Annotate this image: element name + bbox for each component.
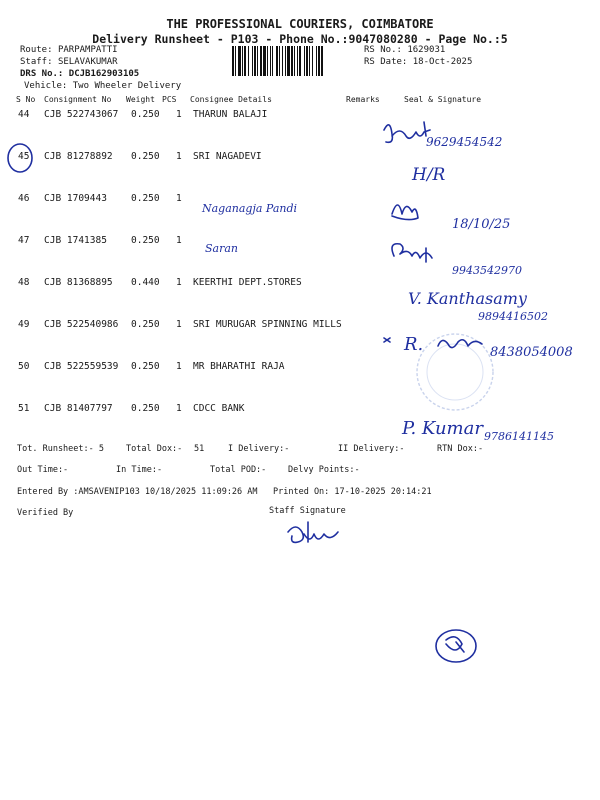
barcode-bar: [306, 46, 308, 76]
barcode-bar: [276, 46, 278, 76]
row44-phone: 9629454542: [426, 135, 503, 149]
row49-signature: [438, 340, 482, 348]
barcode-bar: [232, 46, 234, 76]
col-sno: S No: [16, 95, 36, 104]
rtn-dox: RTN Dox:-: [437, 444, 484, 454]
barcode-bar: [260, 46, 262, 76]
row-consignment: CJB 522540986: [44, 319, 119, 330]
rs-number: RS No.: 1629031: [364, 45, 446, 55]
table-row: [0, 109, 600, 129]
barcode-bar: [270, 46, 271, 76]
drs-line: [20, 69, 139, 79]
drs-label: DRS No.:: [20, 69, 64, 79]
barcode-bar: [291, 46, 293, 76]
barcode-bar: [312, 46, 313, 76]
row-consignee: SRI NAGADEVI: [193, 151, 262, 162]
table-header: [0, 95, 600, 107]
col-pcs: PCS: [162, 95, 177, 104]
row-weight: 0.250: [131, 403, 160, 414]
barcode-bar: [285, 46, 286, 76]
verified-by: Verified By: [17, 508, 74, 518]
table-row: [0, 361, 600, 381]
row-weight: 0.250: [131, 193, 160, 204]
row-pcs: 1: [176, 403, 182, 414]
in-time: In Time:-: [116, 465, 163, 475]
barcode-bar: [287, 46, 290, 76]
barcode-bar: [272, 46, 273, 76]
row-weight: 0.250: [131, 235, 160, 246]
row-pcs: 1: [176, 361, 182, 372]
row48-signature-name: V. Kanthasamy: [408, 289, 527, 308]
row-consignee: KEERTHI DEPT.STORES: [193, 277, 302, 288]
col-seal-signature: Seal & Signature: [404, 95, 482, 104]
barcode-image: [232, 46, 360, 76]
barcode-bar: [282, 46, 283, 76]
row-pcs: 1: [176, 193, 182, 204]
route-value: PARPAMPATTI: [57, 45, 118, 55]
barcode-bar: [279, 46, 280, 76]
route-line: [20, 45, 118, 55]
row49-signature-name: R.: [404, 334, 424, 355]
row51-phone: 9786141145: [484, 430, 554, 443]
row-weight: 0.440: [131, 277, 160, 288]
row-pcs: 1: [176, 319, 182, 330]
row-weight: 0.250: [131, 361, 160, 372]
row51-signature-name: P. Kumar: [402, 418, 483, 439]
row-pcs: 1: [176, 277, 182, 288]
table-row: [0, 319, 600, 339]
summary-line-1: [0, 444, 600, 458]
row-sno: 44: [18, 109, 30, 120]
row-weight: 0.250: [131, 109, 160, 120]
delvy-points: Delvy Points:-: [288, 465, 360, 475]
row-weight: 0.250: [131, 319, 160, 330]
total-dox-label: Total Dox:-: [126, 444, 183, 454]
row-weight: 0.250: [131, 151, 160, 162]
row46-consignee-handwritten: Naganagja Pandi: [202, 202, 298, 215]
staff-line: [20, 57, 118, 67]
bottom-round-mark: [436, 630, 476, 662]
barcode-bar: [257, 46, 258, 76]
barcode-bar: [254, 46, 256, 76]
row-consignment: CJB 1709443: [44, 193, 107, 204]
drs-value: DCJB162903105: [68, 69, 140, 79]
barcode-bar: [304, 46, 305, 76]
row-consignment: CJB 522559539: [44, 361, 119, 372]
row46-date: 18/10/25: [452, 217, 511, 232]
row-sno: 49: [18, 319, 30, 330]
table-row: [0, 277, 600, 297]
barcode-bar: [294, 46, 295, 76]
row-consignment: CJB 81368895: [44, 277, 113, 288]
company-title: THE PROFESSIONAL COURIERS, COIMBATORE: [166, 17, 434, 31]
row-sno: 47: [18, 235, 30, 246]
printed-on: Printed On: 17-10-2025 20:14:21: [273, 487, 432, 497]
barcode-bar: [297, 46, 298, 76]
row-sno: 48: [18, 277, 30, 288]
i-delivery: I Delivery:-: [228, 444, 290, 454]
row-consignee: THARUN BALAJI: [193, 109, 268, 120]
row-pcs: 1: [176, 109, 182, 120]
row-consignment: CJB 1741385: [44, 235, 107, 246]
col-consignment: Consignment No: [44, 95, 112, 104]
barcode-bar: [316, 46, 317, 76]
row-sno: 51: [18, 403, 30, 414]
ii-delivery: II Delivery:-: [338, 444, 405, 454]
row45-hr-note: H/R: [412, 165, 446, 185]
entered-by: Entered By :AMSAVENIP103 10/18/2025 11:09:26 AM: [17, 487, 258, 497]
col-consignee: Consignee Details: [190, 95, 272, 104]
vehicle-line: Vehicle: Two Wheeler Delivery: [24, 81, 182, 91]
staff-signature-label: Staff Signature: [269, 506, 346, 516]
summary-line-2: [0, 465, 600, 479]
barcode-bar: [321, 46, 323, 76]
row-consignment: CJB 81407797: [44, 403, 113, 414]
row-pcs: 1: [176, 235, 182, 246]
barcode-bar: [318, 46, 320, 76]
table-row: [0, 193, 600, 213]
col-weight: Weight: [126, 95, 155, 104]
row47-consignee-handwritten: Saran: [205, 242, 238, 255]
runsheet-title: Delivery Runsheet - P103 - Phone No.:9047080280 - Page No.:5: [92, 32, 508, 46]
tot-runsheet: Tot. Runsheet:- 5: [17, 444, 104, 454]
barcode-bar: [238, 46, 241, 76]
rs-date: RS Date: 18-Oct-2025: [364, 57, 473, 67]
row-sno: 45: [18, 151, 30, 162]
barcode-bar: [244, 46, 246, 76]
row47-phone: 9943542970: [452, 264, 522, 277]
total-pod: Total POD:-: [210, 465, 267, 475]
row-consignee: CDCC BANK: [193, 403, 245, 414]
row48-phone: 9894416502: [478, 310, 548, 323]
row-consignment: CJB 81278892: [44, 151, 113, 162]
barcode-bar: [309, 46, 310, 76]
barcode-bar: [252, 46, 253, 76]
barcode-bar: [299, 46, 301, 76]
barcode-bar: [263, 46, 266, 76]
row49-phone: 8438054008: [490, 345, 573, 360]
staff-signature-scribble: [288, 522, 338, 542]
total-dox-value: 51: [194, 444, 205, 454]
barcode-bar: [267, 46, 268, 76]
row-sno: 50: [18, 361, 30, 372]
col-remarks: Remarks: [346, 95, 380, 104]
table-row: [0, 151, 600, 171]
table-row: [0, 235, 600, 255]
row-consignee: SRI MURUGAR SPINNING MILLS: [193, 319, 342, 330]
row-consignee: MR BHARATHI RAJA: [193, 361, 285, 372]
barcode-bar: [235, 46, 236, 76]
staff-label: Staff:: [20, 57, 53, 67]
table-row: [0, 403, 600, 423]
row-pcs: 1: [176, 151, 182, 162]
barcode-bar: [242, 46, 243, 76]
row-sno: 46: [18, 193, 30, 204]
route-label: Route:: [20, 45, 53, 55]
barcode-bar: [248, 46, 249, 76]
row-consignment: CJB 522743067: [44, 109, 119, 120]
staff-value: SELAVAKUMAR: [57, 57, 118, 67]
out-time: Out Time:-: [17, 465, 69, 475]
